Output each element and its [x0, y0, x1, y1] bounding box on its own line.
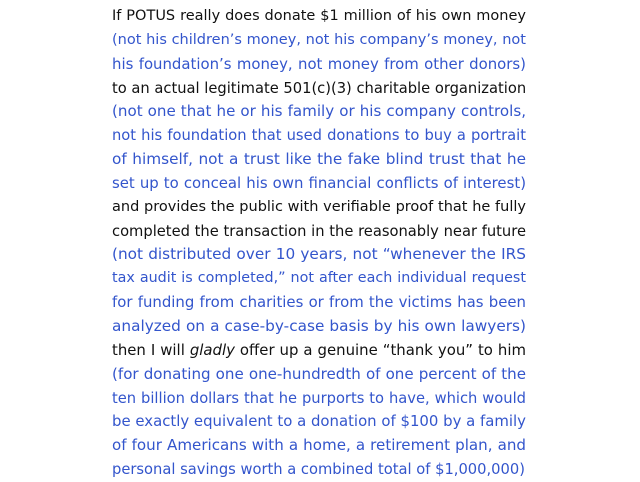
text-line — [112, 458, 526, 482]
text-segment: be exactly equivalent to a donation of $100 by a family — [112, 412, 526, 431]
text-segment: (for donating one one-hundredth of one percent of the — [112, 364, 526, 383]
emphasis-text: gladly — [189, 340, 235, 359]
text-line — [112, 315, 526, 339]
text-segment: (not one that he or his family or his company controls, — [112, 102, 526, 121]
text-segment: then I will — [112, 340, 190, 359]
text-line — [112, 29, 526, 53]
text-line — [112, 363, 526, 387]
text-segment: of four Americans with a home, a retirement plan, and — [112, 436, 526, 455]
text-line — [112, 434, 526, 458]
text-segment: not his foundation that used donations to buy a portrait — [112, 127, 526, 145]
text-line — [112, 243, 526, 267]
text-line — [112, 100, 526, 124]
text-line — [112, 5, 526, 29]
text-segment: offer up a genuine “thank you” to him — [234, 340, 526, 359]
text-line — [112, 291, 526, 315]
text-segment: to an actual legitimate 501(c)(3) charitable organization — [112, 79, 526, 97]
text-segment: If POTUS really does donate $1 million of his own money — [112, 8, 526, 24]
text-segment: his foundation’s money, not money from other donors) — [112, 54, 526, 73]
text-line — [112, 410, 526, 434]
text-segment: for funding from charities or from the victims has been — [112, 293, 526, 312]
text-segment: (not distributed over 10 years, not “whenever the IRS — [112, 245, 526, 264]
text-segment: completed the transaction in the reasonably near future — [112, 222, 526, 240]
text-line — [112, 53, 526, 77]
text-segment: (not his children’s money, not his company’s money, not — [112, 31, 526, 48]
text-line — [112, 339, 526, 363]
text-segment: set up to conceal his own financial conflicts of interest) — [112, 173, 526, 192]
statement-text — [112, 5, 526, 482]
text-line — [112, 148, 526, 172]
text-segment: tax audit is completed,” not after each individual request — [112, 270, 526, 287]
text-segment: ten billion dollars that he purports to have, which would — [112, 389, 526, 407]
text-line — [112, 267, 526, 291]
text-line — [112, 196, 526, 220]
text-line — [112, 387, 526, 411]
text-line — [112, 220, 526, 244]
text-segment: personal savings worth a combined total of $1,000,000) — [112, 461, 525, 479]
text-segment: and provides the public with verifiable proof that he fully — [112, 198, 526, 215]
text-segment: analyzed on a case-by-case basis by his own lawyers) — [112, 316, 526, 335]
text-line — [112, 124, 526, 148]
text-line — [112, 172, 526, 196]
text-segment: of himself, not a trust like the fake blind trust that he — [112, 150, 526, 169]
text-line — [112, 77, 526, 101]
